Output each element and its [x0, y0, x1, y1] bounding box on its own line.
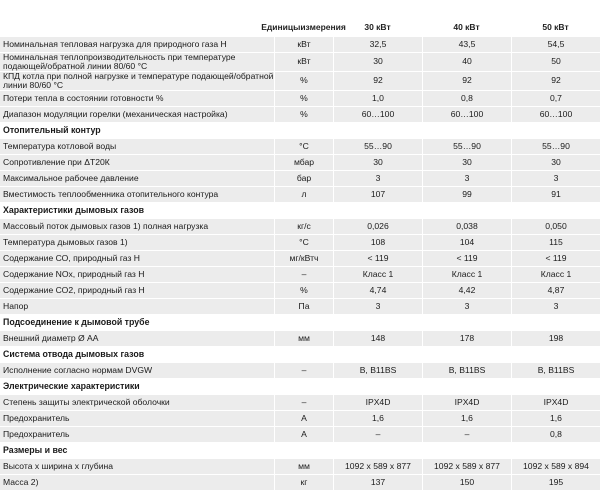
value-cell: 108 — [333, 235, 422, 250]
unit-cell: – — [274, 363, 333, 378]
value-cell: 91 — [511, 187, 600, 202]
value-cell: 1,6 — [511, 411, 600, 426]
table-row — [0, 266, 600, 282]
units-column-header — [261, 0, 346, 36]
unit-cell: кг/с — [274, 219, 333, 234]
value-cell: 107 — [333, 187, 422, 202]
parameter-label: Диапазон модуляции горелки (механическая настройка) — [3, 108, 228, 119]
section-row — [0, 202, 600, 218]
section-row — [0, 346, 600, 362]
unit-cell: л — [274, 187, 333, 202]
value-cell: – — [422, 427, 511, 442]
value-cell: 43,5 — [422, 37, 511, 52]
value-cell: 1092 x 589 x 877 — [333, 459, 422, 474]
table-row — [0, 410, 600, 426]
value-cell: 0,026 — [333, 219, 422, 234]
value-cell: 104 — [422, 235, 511, 250]
section-row — [0, 122, 600, 138]
section-title: Размеры и вес — [3, 444, 68, 455]
unit-cell: °С — [274, 139, 333, 154]
value-cell: В, В11BS — [511, 363, 600, 378]
parameter-label: Номинальная тепловая нагрузка для природного газа Н — [3, 38, 227, 49]
table-row — [0, 36, 600, 52]
value-cell: 198 — [511, 331, 600, 346]
table-row — [0, 170, 600, 186]
parameter-label: Содержание СО, природный газ Н — [3, 252, 140, 263]
parameter-label: Температура дымовых газов 1) — [3, 236, 128, 247]
value-cell: 3 — [333, 171, 422, 186]
value-cell: 3 — [333, 299, 422, 314]
value-cell: IPX4D — [422, 395, 511, 410]
parameter-label: КПД котла при полной нагрузке и температуре подающей/обратной линии 80/60 °С — [3, 72, 274, 90]
value-cell: 4,87 — [511, 283, 600, 298]
unit-cell: % — [274, 283, 333, 298]
value-cell: 60…100 — [422, 107, 511, 122]
value-cell: Класс 1 — [422, 267, 511, 282]
unit-cell: А — [274, 427, 333, 442]
value-cell: 55…90 — [511, 139, 600, 154]
parameter-label: Сопротивление при ΔТ20К — [3, 156, 110, 167]
unit-cell: мг/кВтч — [274, 251, 333, 266]
unit-cell: А — [274, 411, 333, 426]
value-cell: 92 — [333, 72, 422, 90]
section-title: Отопительный контур — [3, 124, 101, 135]
value-cell: 150 — [422, 475, 511, 490]
table-row — [0, 90, 600, 106]
value-cell: 99 — [422, 187, 511, 202]
value-cell: Класс 1 — [511, 267, 600, 282]
table-row — [0, 71, 600, 90]
value-cell: IPX4D — [333, 395, 422, 410]
value-cell: 55…90 — [422, 139, 511, 154]
unit-cell: Па — [274, 299, 333, 314]
value-cell: 3 — [422, 299, 511, 314]
units-header-line: Единицы — [261, 22, 301, 32]
parameter-label: Потери тепла в состоянии готовности % — [3, 92, 164, 103]
table-row — [0, 52, 600, 71]
section-title: Система отвода дымовых газов — [3, 348, 145, 359]
value-cell: < 119 — [333, 251, 422, 266]
table-row — [0, 426, 600, 442]
section-row — [0, 314, 600, 330]
table-row — [0, 250, 600, 266]
parameter-label: Напор — [3, 300, 29, 311]
value-cell: 40 — [422, 53, 511, 71]
units-header-line: измерения — [300, 22, 346, 32]
parameter-label: Максимальное рабочее давление — [3, 172, 139, 183]
value-cell: 92 — [422, 72, 511, 90]
table-row — [0, 330, 600, 346]
parameter-label: Масса 2) — [3, 476, 39, 487]
parameter-label: Массовый поток дымовых газов 1) полная нагрузка — [3, 220, 209, 231]
value-cell: 3 — [511, 171, 600, 186]
table-row — [0, 362, 600, 378]
table-row — [0, 106, 600, 122]
unit-cell: % — [274, 107, 333, 122]
model-30kw-header: 30 кВт — [364, 22, 391, 32]
parameter-label: Содержание СО2, природный газ Н — [3, 284, 145, 295]
value-cell: IPX4D — [511, 395, 600, 410]
model-40kw-header: 40 кВт — [453, 22, 480, 32]
model-50kw-header: 50 кВт — [542, 22, 569, 32]
value-cell: 92 — [511, 72, 600, 90]
value-cell: 1,6 — [333, 411, 422, 426]
value-cell: 4,74 — [333, 283, 422, 298]
table-row — [0, 474, 600, 490]
value-cell: 1092 x 589 x 877 — [422, 459, 511, 474]
value-cell: 30 — [511, 155, 600, 170]
table-row — [0, 218, 600, 234]
value-cell: 195 — [511, 475, 600, 490]
unit-cell: – — [274, 395, 333, 410]
section-title: Электрические характеристики — [3, 380, 140, 391]
value-cell: 137 — [333, 475, 422, 490]
unit-cell: % — [274, 91, 333, 106]
value-cell: 30 — [333, 53, 422, 71]
parameter-label: Предохранитель — [3, 412, 70, 423]
value-cell: 4,42 — [422, 283, 511, 298]
parameter-label: Исполнение согласно нормам DVGW — [3, 364, 153, 375]
value-cell: 148 — [333, 331, 422, 346]
value-cell: 50 — [511, 53, 600, 71]
table-row — [0, 282, 600, 298]
value-cell: 3 — [511, 299, 600, 314]
unit-cell: бар — [274, 171, 333, 186]
parameter-label: Вместимость теплообменника отопительного контура — [3, 188, 219, 199]
parameter-label: Температура котловой воды — [3, 140, 117, 151]
value-cell: 32,5 — [333, 37, 422, 52]
section-title: Характеристики дымовых газов — [3, 204, 144, 215]
parameter-label: Внешний диаметр Ø АА — [3, 332, 99, 343]
value-cell: 30 — [333, 155, 422, 170]
value-cell: В, В11BS — [333, 363, 422, 378]
parameter-label: Номинальная теплопроизводительность при температуре подающей/обратной линии 80/60 °С — [3, 53, 236, 71]
value-cell: 60…100 — [333, 107, 422, 122]
value-cell: Класс 1 — [333, 267, 422, 282]
value-cell: < 119 — [422, 251, 511, 266]
value-cell: 1,0 — [333, 91, 422, 106]
value-cell: 60…100 — [511, 107, 600, 122]
value-cell: 1,6 — [422, 411, 511, 426]
value-cell: 0,7 — [511, 91, 600, 106]
value-cell: – — [333, 427, 422, 442]
value-cell: < 119 — [511, 251, 600, 266]
table-row — [0, 154, 600, 170]
value-cell: 178 — [422, 331, 511, 346]
unit-cell: °С — [274, 235, 333, 250]
value-cell: 30 — [422, 155, 511, 170]
table-row — [0, 138, 600, 154]
parameter-label: Предохранитель — [3, 428, 70, 439]
table-row — [0, 458, 600, 474]
unit-cell: кВт — [274, 53, 333, 71]
unit-cell: мм — [274, 459, 333, 474]
unit-cell: кг — [274, 475, 333, 490]
parameter-label: Степень защиты электрической оболочки — [3, 396, 170, 407]
value-cell: 115 — [511, 235, 600, 250]
unit-cell: % — [274, 72, 333, 90]
section-row — [0, 378, 600, 394]
parameter-label: Содержание NOx, природный газ Н — [3, 268, 145, 279]
unit-cell: кВт — [274, 37, 333, 52]
table-row — [0, 234, 600, 250]
table-row — [0, 186, 600, 202]
section-row — [0, 442, 600, 458]
value-cell: 0,038 — [422, 219, 511, 234]
value-cell: 0,8 — [422, 91, 511, 106]
section-title: Подсоединение к дымовой трубе — [3, 316, 150, 327]
value-cell: 54,5 — [511, 37, 600, 52]
unit-cell: – — [274, 267, 333, 282]
unit-cell: мбар — [274, 155, 333, 170]
value-cell: 0,8 — [511, 427, 600, 442]
value-cell: В, В11BS — [422, 363, 511, 378]
value-cell: 0,050 — [511, 219, 600, 234]
unit-cell: мм — [274, 331, 333, 346]
value-cell: 1092 x 589 x 894 — [511, 459, 600, 474]
value-cell: 3 — [422, 171, 511, 186]
parameter-label: Высота х ширина х глубина — [3, 460, 114, 471]
value-cell: 55…90 — [333, 139, 422, 154]
table-row — [0, 394, 600, 410]
table-row — [0, 298, 600, 314]
